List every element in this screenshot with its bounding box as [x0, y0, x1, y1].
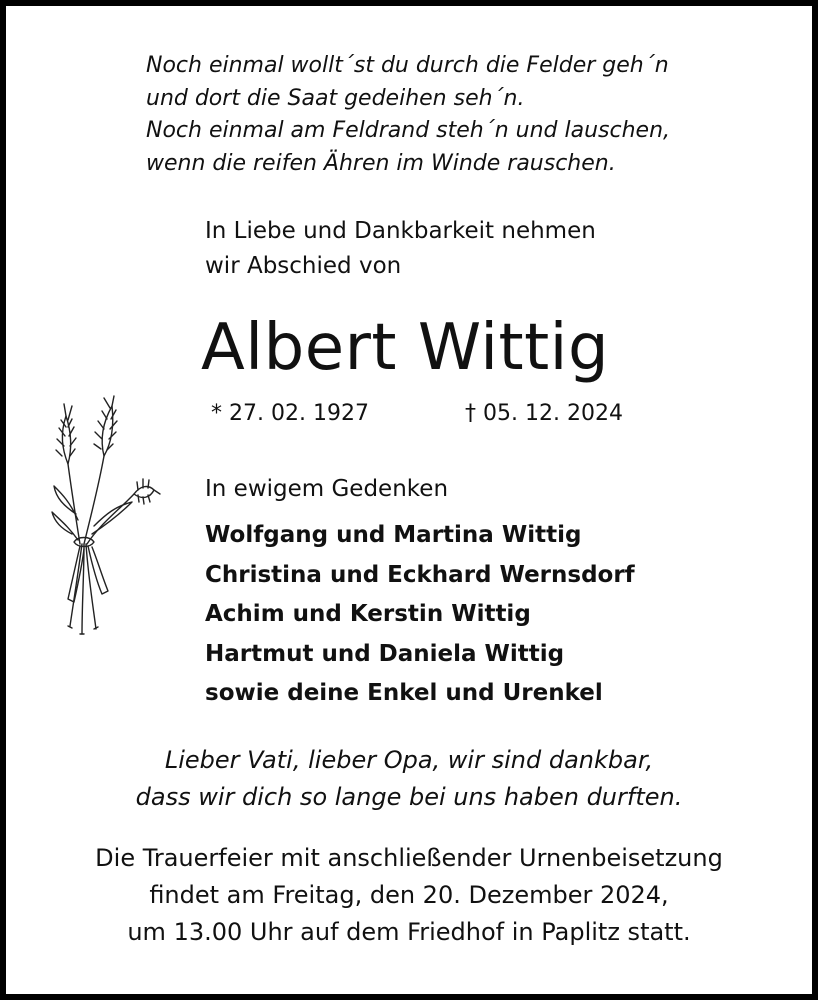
mourner-item: Achim und Kerstin Wittig	[205, 601, 531, 627]
service-line: findet am Freitag, den 20. Dezember 2024,	[149, 881, 669, 909]
thanks-line: Lieber Vati, lieber Opa, wir sind dankbar,	[164, 746, 654, 774]
service-line: um 13.00 Uhr auf dem Friedhof in Paplitz statt.	[127, 918, 691, 946]
birth-date: * 27. 02. 1927	[211, 401, 369, 426]
wheat-sheaf-icon	[42, 394, 162, 644]
service-line: Die Trauerfeier mit anschließender Urnenbeisetzung	[95, 844, 723, 872]
mourner-item: sowie deine Enkel und Urenkel	[205, 680, 603, 706]
mourner-item: Hartmut und Daniela Wittig	[205, 640, 565, 667]
poem	[146, 50, 670, 180]
poem-line: wenn die reifen Ähren im Winde rauschen.	[146, 150, 616, 176]
thanks-message	[6, 742, 812, 816]
deceased-name: Albert Wittig	[201, 311, 610, 385]
intro-text	[205, 214, 596, 284]
intro-line: wir Abschied von	[205, 253, 402, 279]
intro-line: In Liebe und Dankbarkeit nehmen	[205, 218, 596, 244]
funeral-service-info	[6, 840, 812, 951]
poem-line: Noch einmal wollt´st du durch die Felder geh´n	[146, 53, 669, 78]
death-date: † 05. 12. 2024	[465, 401, 623, 426]
life-dates	[211, 399, 651, 429]
mourner-item: Christina und Eckhard Wernsdorf	[205, 561, 635, 588]
remembrance-line: In ewigem Gedenken	[205, 476, 449, 502]
poem-line: Noch einmal am Feldrand steh´n und lauschen,	[146, 118, 671, 143]
poem-line: und dort die Saat gedeihen seh´n.	[146, 85, 525, 111]
thanks-line: dass wir dich so lange bei uns haben durften.	[135, 783, 683, 811]
mourner-item: Wolfgang und Martina Wittig	[205, 522, 582, 548]
mourners-list	[205, 516, 635, 714]
